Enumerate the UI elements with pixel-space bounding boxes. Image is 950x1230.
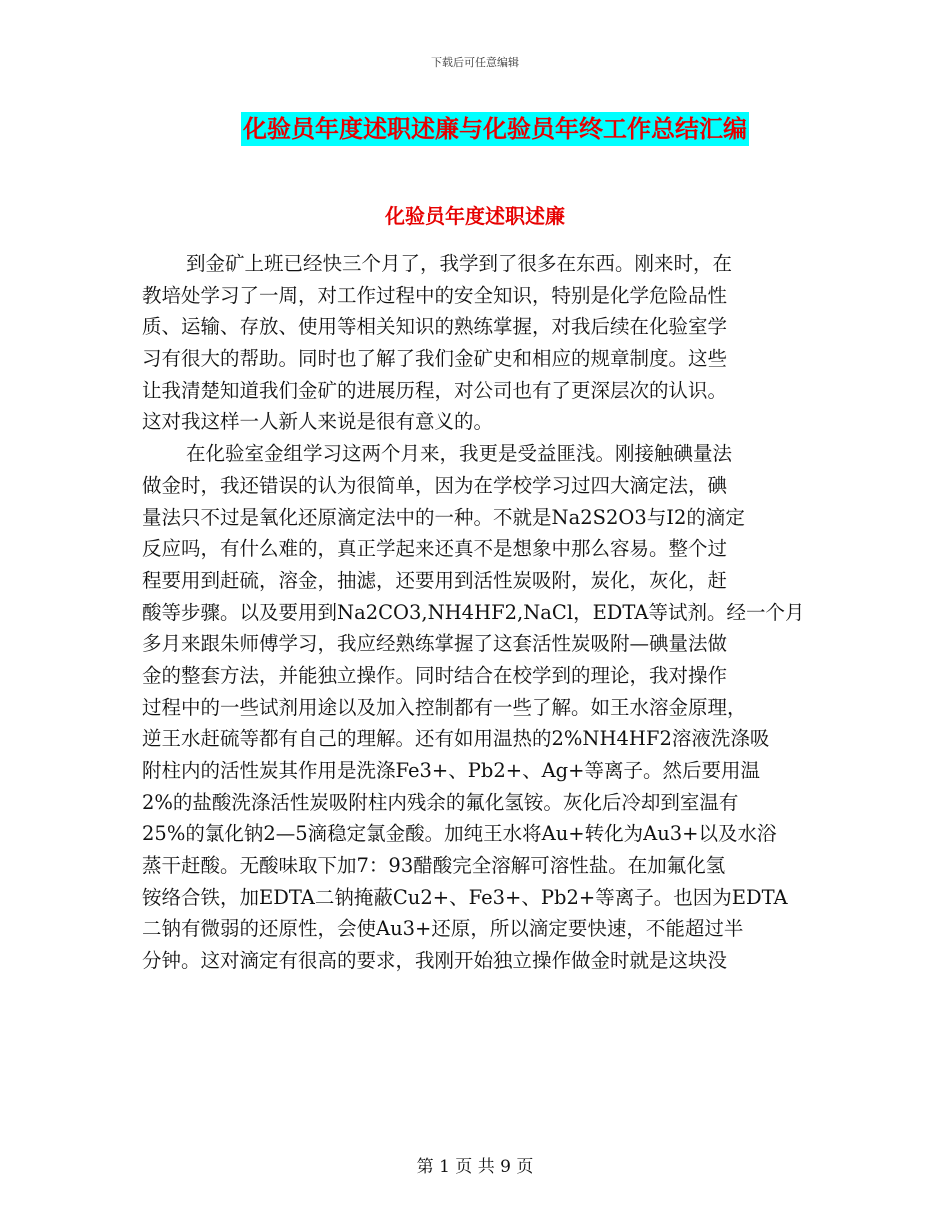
paragraph-line: 附柱内的活性炭其作用是洗涤Fe3+、Pb2+、Ag+等离子。然后要用温 (142, 759, 761, 782)
paragraph-line: 分钟。这对滴定有很高的要求，我刚开始独立操作做金时就是这块没 (142, 949, 728, 973)
header-note: 下载后可任意编辑 (431, 56, 519, 69)
paragraph-line: 习有很大的帮助。同时也了解了我们金矿史和相应的规章制度。这些 (142, 347, 728, 371)
paragraph-line: 到金矿上班已经快三个月了，我学到了很多在东西。刚来时，在 (186, 252, 733, 275)
paragraph-line: 蒸干赶酸。无酸味取下加7：93醋酸完全溶解可溶性盐。在加氟化氢 (142, 854, 726, 878)
paragraph-line: 25%的氯化钠2—5滴稳定氯金酸。加纯王水将Au+转化为Au3+以及水浴 (142, 822, 777, 846)
paragraph-line: 2%的盐酸洗涤活性炭吸附柱内残余的氟化氢铵。灰化后冷却到室温有 (142, 790, 739, 814)
paragraph-line: 让我清楚知道我们金矿的进展历程，对公司也有了更深层次的认识。 (142, 378, 728, 402)
section-title: 化验员年度述职述廉 (385, 204, 565, 228)
paragraph-line: 量法只不过是氧化还原滴定法中的一种。不就是Na2S2O3与I2的滴定 (142, 505, 745, 529)
page-number: 第 1 页 共 9 页 (416, 1157, 534, 1177)
paragraph-line: 教培处学习了一周，对工作过程中的安全知识，特别是化学危险品性 (142, 283, 728, 307)
paragraph-line: 质、运输、存放、使用等相关知识的熟练掌握，对我后续在化验室学 (142, 315, 728, 339)
paragraph-line: 二钠有微弱的还原性，会使Au3+还原，所以滴定要快速，不能超过半 (142, 917, 744, 941)
paragraph-line: 这对我这样一人新人来说是很有意义的。 (142, 410, 494, 434)
body-text (142, 248, 810, 977)
paragraph-line: 程要用到赶硫，溶金，抽滤，还要用到活性炭吸附，炭化，灰化，赶 (142, 568, 728, 592)
paragraph-line: 过程中的一些试剂用途以及加入控制都有一些了解。如王水溶金原理， (142, 695, 747, 719)
paragraph-line: 在化验室金组学习这两个月来，我更是受益匪浅。刚接触碘量法 (186, 442, 733, 466)
document-title-container (0, 112, 950, 146)
paragraph-line: 多月来跟朱师傅学习，我应经熟练掌握了这套活性炭吸附—碘量法做 (142, 632, 728, 656)
paragraph-line: 铵络合铁，加EDTA二钠掩蔽Cu2+、Fe3+、Pb2+等离子。也因为EDTA (142, 885, 788, 909)
paragraph-line: 酸等步骤。以及要用到Na2CO3,NH4HF2,NaCl，EDTA等试剂。经一个月 (142, 600, 805, 624)
document-title: 化验员年度述职述廉与化验员年终工作总结汇编 (241, 112, 749, 146)
paragraph-line: 做金时，我还错误的认为很简单，因为在学校学习过四大滴定法，碘 (142, 473, 728, 497)
paragraph-line: 逆王水赶硫等都有自己的理解。还有如用温热的2%NH4HF2溶液洗涤吸 (142, 727, 770, 751)
paragraph-line: 金的整套方法，并能独立操作。同时结合在校学到的理论，我对操作 (142, 663, 728, 687)
paragraph-line: 反应吗，有什么难的，真正学起来还真不是想象中那么容易。整个过 (142, 537, 728, 561)
